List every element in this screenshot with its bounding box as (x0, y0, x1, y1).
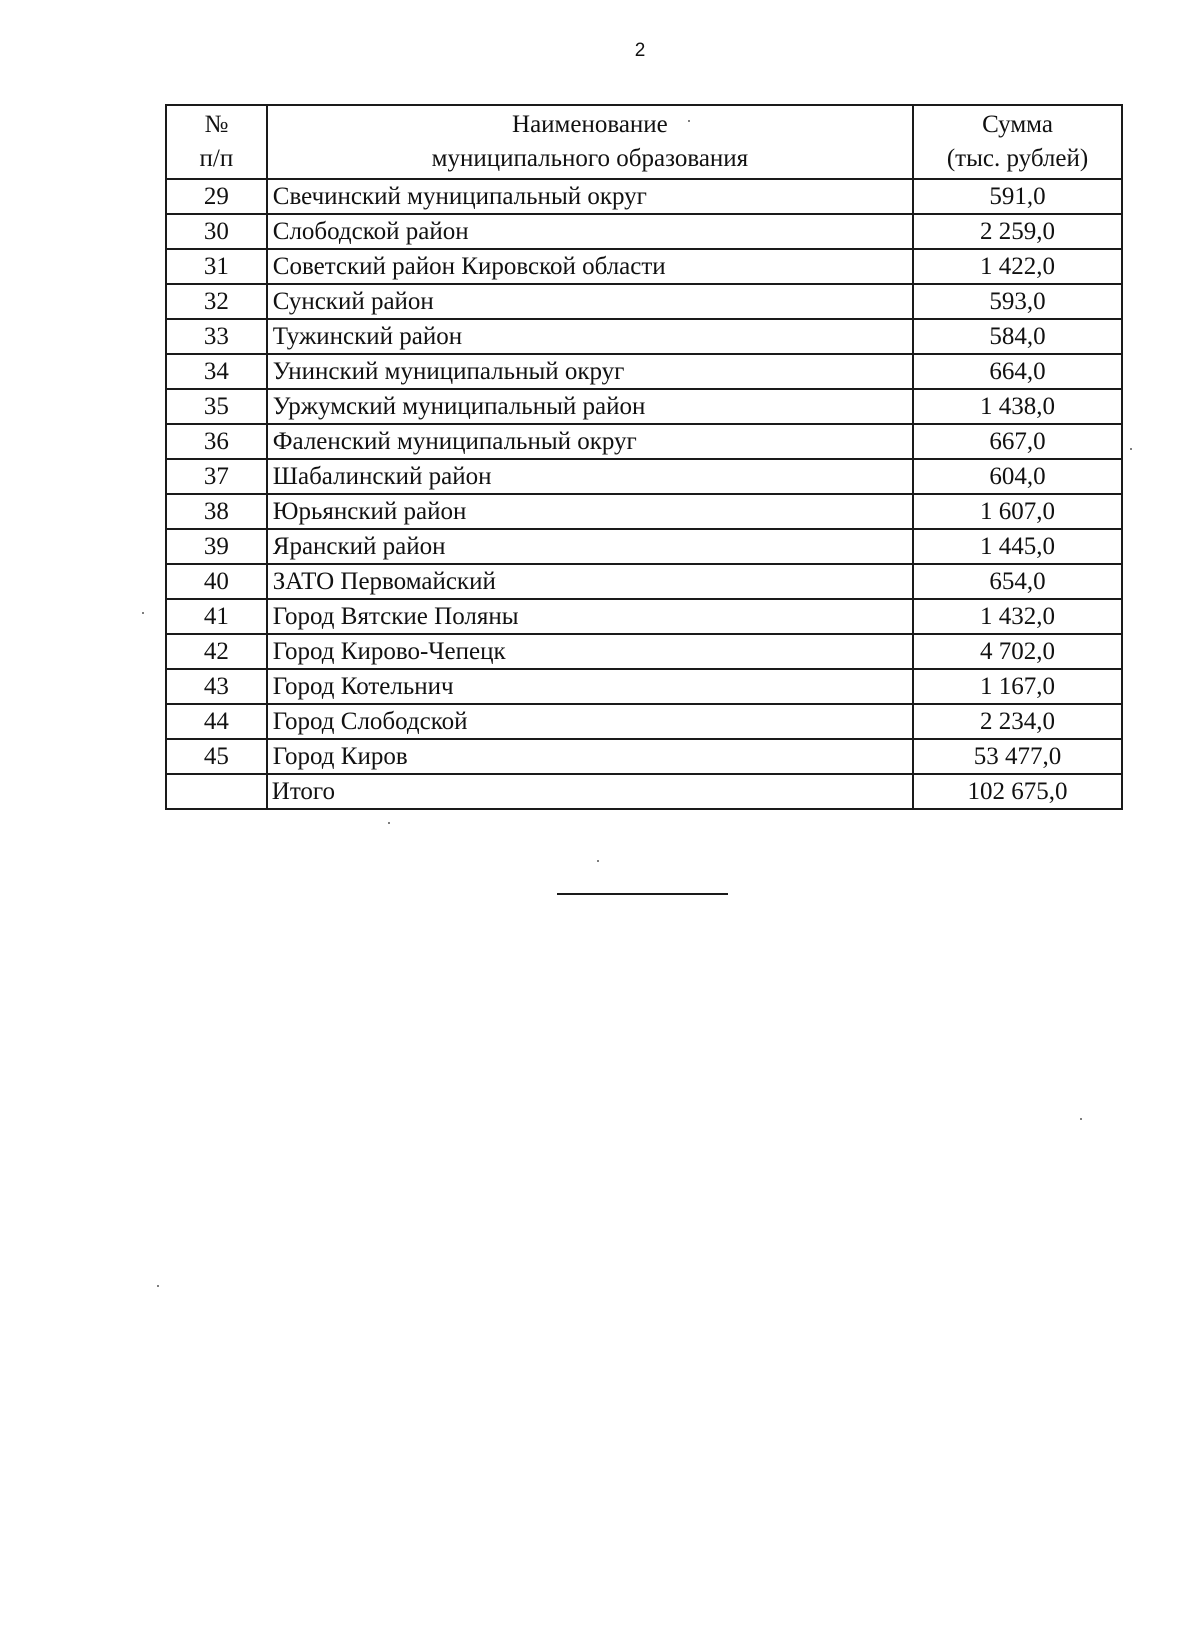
row-sum: 1 167,0 (913, 669, 1122, 704)
table-row (166, 634, 1122, 669)
table-row (166, 599, 1122, 634)
scan-speck (1080, 1118, 1082, 1120)
table-row (166, 214, 1122, 249)
row-name: Уржумский муниципальный район (267, 389, 913, 424)
total-label: Итого (267, 774, 913, 809)
header-name (267, 105, 913, 179)
row-sum: 1 422,0 (913, 249, 1122, 284)
row-sum: 4 702,0 (913, 634, 1122, 669)
header-sum (913, 105, 1122, 179)
row-name: Сунский район (267, 284, 913, 319)
row-number: 34 (166, 354, 267, 389)
total-row (166, 774, 1122, 809)
row-name: Яранский район (267, 529, 913, 564)
table-row (166, 389, 1122, 424)
row-sum: 654,0 (913, 564, 1122, 599)
row-name: Город Слободской (267, 704, 913, 739)
row-number: 32 (166, 284, 267, 319)
row-number: 41 (166, 599, 267, 634)
total-sum: 102 675,0 (913, 774, 1122, 809)
end-of-document-line (557, 893, 728, 895)
header-number (166, 105, 267, 179)
page-number: 2 (634, 40, 646, 61)
table-row (166, 564, 1122, 599)
row-sum: 584,0 (913, 319, 1122, 354)
row-number: 45 (166, 739, 267, 774)
table-row (166, 354, 1122, 389)
scan-speck (388, 822, 390, 824)
row-sum: 1 432,0 (913, 599, 1122, 634)
row-name: Город Вятские Поляны (267, 599, 913, 634)
row-name: Свечинский муниципальный округ (267, 179, 913, 214)
municipal-sums-table (165, 104, 1123, 810)
table-row (166, 529, 1122, 564)
header-number-line1: № (204, 111, 229, 138)
row-sum: 53 477,0 (913, 739, 1122, 774)
row-number: 42 (166, 634, 267, 669)
table-header-row (166, 105, 1122, 179)
row-name: Город Киров (267, 739, 913, 774)
row-number: 29 (166, 179, 267, 214)
row-sum: 593,0 (913, 284, 1122, 319)
scan-speck (1130, 448, 1132, 450)
row-number: 33 (166, 319, 267, 354)
row-name: Юрьянский район (267, 494, 913, 529)
row-name: Унинский муниципальный округ (267, 354, 913, 389)
header-sum-line2: (тыс. рублей) (946, 145, 1089, 172)
scan-speck (157, 1285, 159, 1287)
row-number: 35 (166, 389, 267, 424)
row-number: 40 (166, 564, 267, 599)
table-row (166, 179, 1122, 214)
row-sum: 1 445,0 (913, 529, 1122, 564)
row-sum: 2 234,0 (913, 704, 1122, 739)
scan-speck (142, 612, 144, 614)
header-name-line1: Наименование (512, 111, 668, 138)
table-row (166, 669, 1122, 704)
row-sum: 2 259,0 (913, 214, 1122, 249)
row-name: Тужинский район (267, 319, 913, 354)
total-number (166, 774, 267, 809)
row-number: 43 (166, 669, 267, 704)
table-row (166, 284, 1122, 319)
table-row (166, 249, 1122, 284)
table-row (166, 704, 1122, 739)
row-number: 39 (166, 529, 267, 564)
row-sum: 1 438,0 (913, 389, 1122, 424)
row-sum: 591,0 (913, 179, 1122, 214)
row-name: Город Кирово-Чепецк (267, 634, 913, 669)
row-sum: 604,0 (913, 459, 1122, 494)
row-name: Фаленский муниципальный округ (267, 424, 913, 459)
header-number-line2: п/п (199, 145, 234, 172)
header-sum-line1: Сумма (982, 111, 1053, 138)
row-sum: 1 607,0 (913, 494, 1122, 529)
scan-speck (597, 860, 599, 862)
table-row (166, 459, 1122, 494)
row-name: Слободской район (267, 214, 913, 249)
row-sum: 667,0 (913, 424, 1122, 459)
header-name-line2: муниципального образования (431, 145, 749, 172)
table-row (166, 739, 1122, 774)
row-name: Шабалинский район (267, 459, 913, 494)
row-number: 36 (166, 424, 267, 459)
row-name: ЗАТО Первомайский (267, 564, 913, 599)
table-row (166, 319, 1122, 354)
row-number: 37 (166, 459, 267, 494)
table-row (166, 494, 1122, 529)
row-number: 31 (166, 249, 267, 284)
table-row (166, 424, 1122, 459)
row-number: 38 (166, 494, 267, 529)
scan-speck (688, 120, 690, 122)
row-name: Город Котельнич (267, 669, 913, 704)
row-number: 44 (166, 704, 267, 739)
row-sum: 664,0 (913, 354, 1122, 389)
row-number: 30 (166, 214, 267, 249)
row-name: Советский район Кировской области (267, 249, 913, 284)
